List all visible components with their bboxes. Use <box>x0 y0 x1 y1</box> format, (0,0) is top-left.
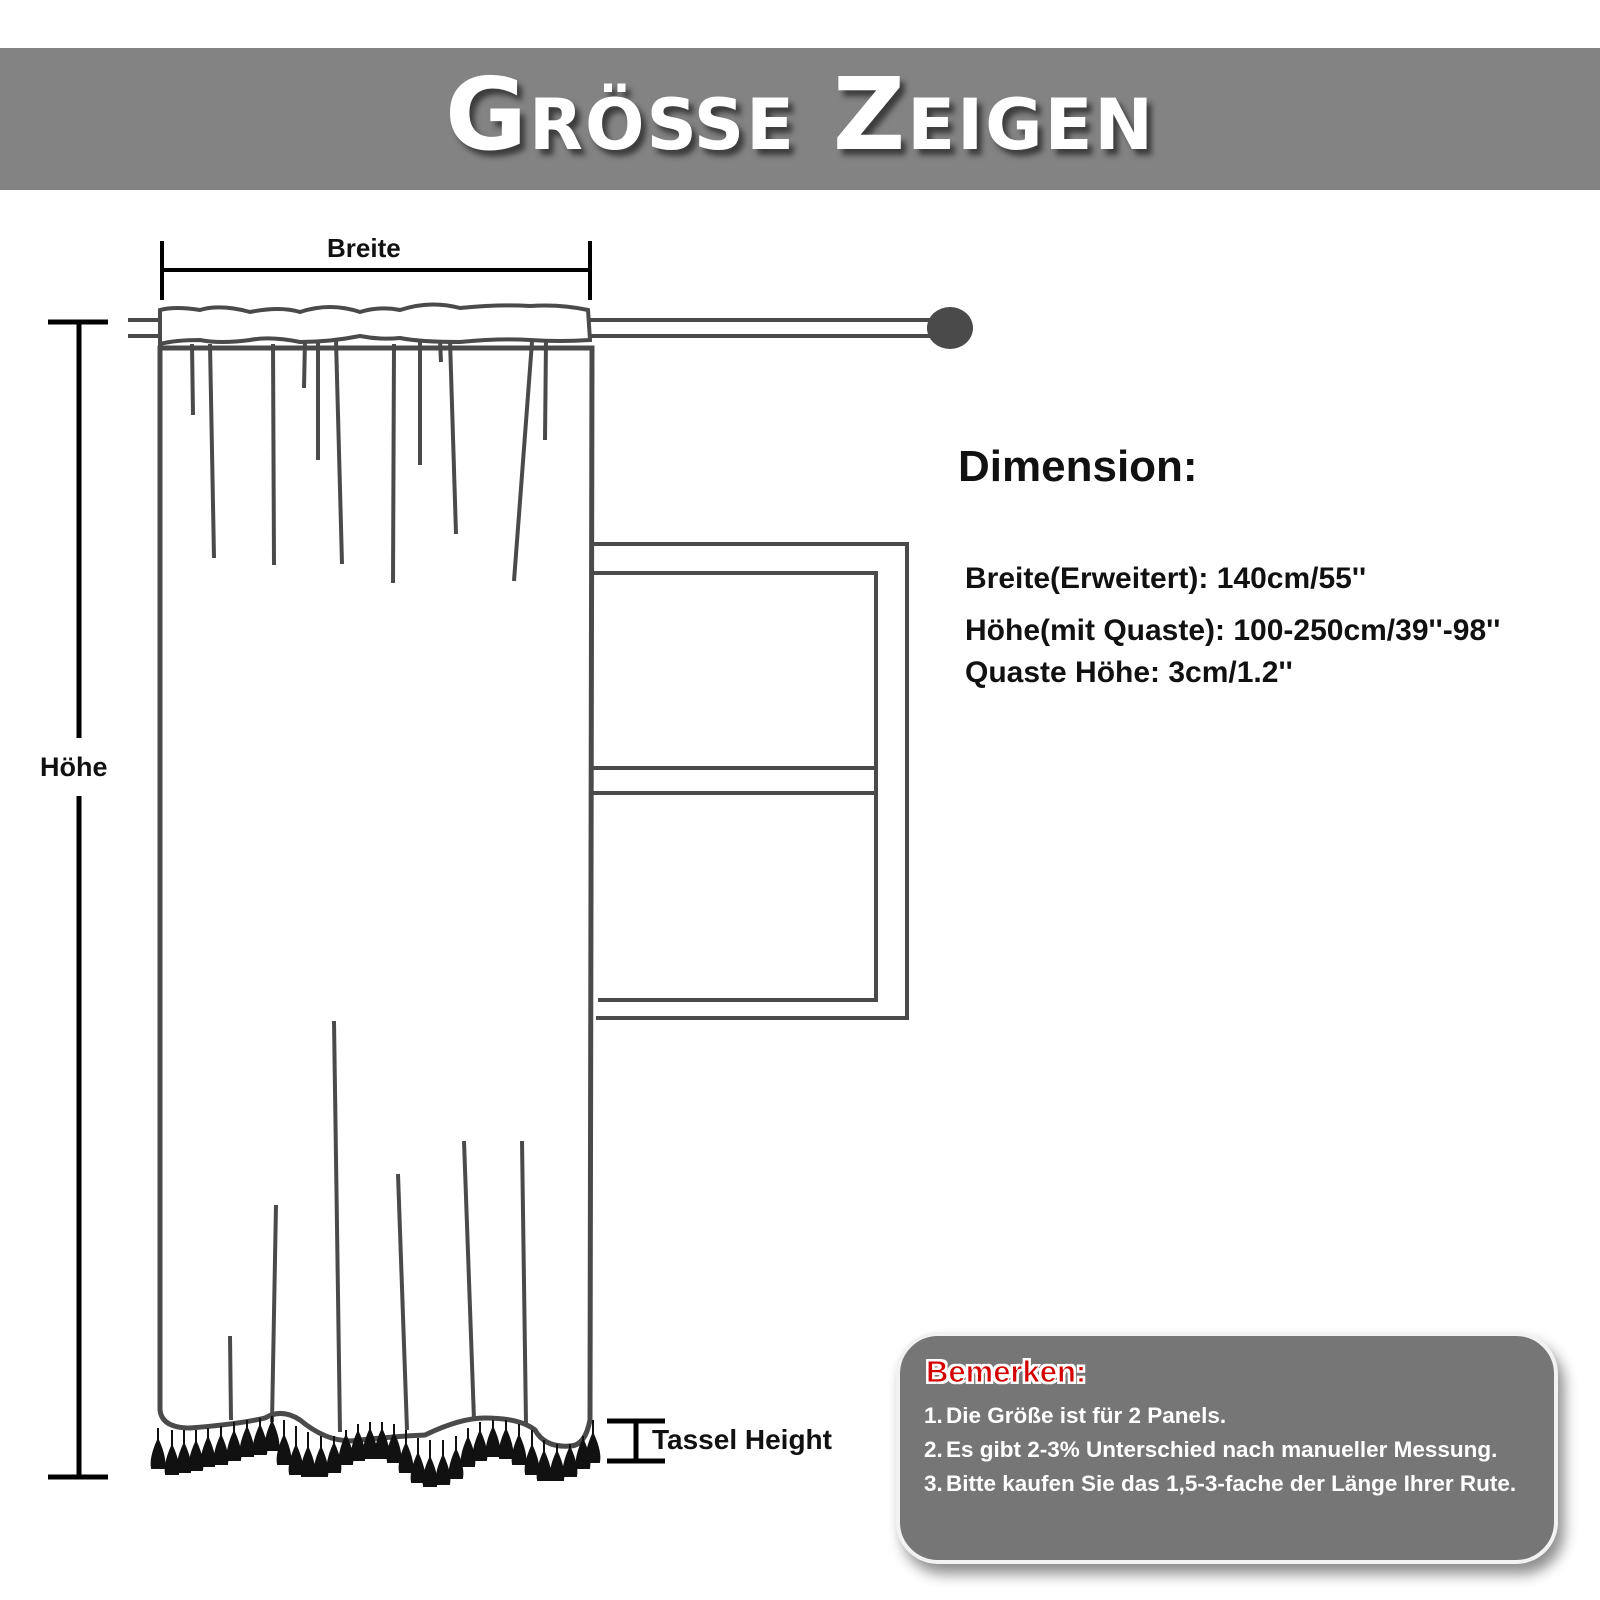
notes-list <box>924 1404 1544 1506</box>
dimension-heading: Dimension: <box>958 442 1198 491</box>
note-item <box>924 1404 1544 1428</box>
note-text: Bitte kaufen Sie das 1,5-3-fache der Länge Ihrer Rute. <box>946 1471 1517 1496</box>
note-item <box>924 1438 1544 1462</box>
page-title: Größe Zeigen <box>444 56 1156 173</box>
window-frame <box>588 544 907 1018</box>
dimension-width: Breite(Erweitert): 140cm/55'' <box>965 562 1367 595</box>
note-text: Es gibt 2-3% Unterschied nach manueller Messung. <box>946 1437 1498 1462</box>
dimension-height: Höhe(mit Quaste): 100-250cm/39''-98'' <box>965 614 1501 647</box>
notes-heading: Bemerken: <box>926 1354 1087 1389</box>
dimension-list <box>965 563 1500 709</box>
tassel-height-label: Tassel Height <box>652 1424 832 1455</box>
curtain-panel <box>160 304 592 1446</box>
height-label: Höhe <box>40 752 108 782</box>
note-number: 2. <box>924 1437 943 1462</box>
rod-finial <box>927 307 973 349</box>
notes-box <box>896 1332 1558 1564</box>
dimension-tassel-height: Quaste Höhe: 3cm/1.2'' <box>965 656 1293 689</box>
height-dimension-bracket <box>48 322 108 1477</box>
note-text: Die Größe ist für 2 Panels. <box>946 1403 1227 1428</box>
note-item <box>924 1472 1544 1496</box>
width-label: Breite <box>327 233 401 263</box>
note-number: 1. <box>924 1403 943 1428</box>
note-number: 3. <box>924 1471 943 1496</box>
